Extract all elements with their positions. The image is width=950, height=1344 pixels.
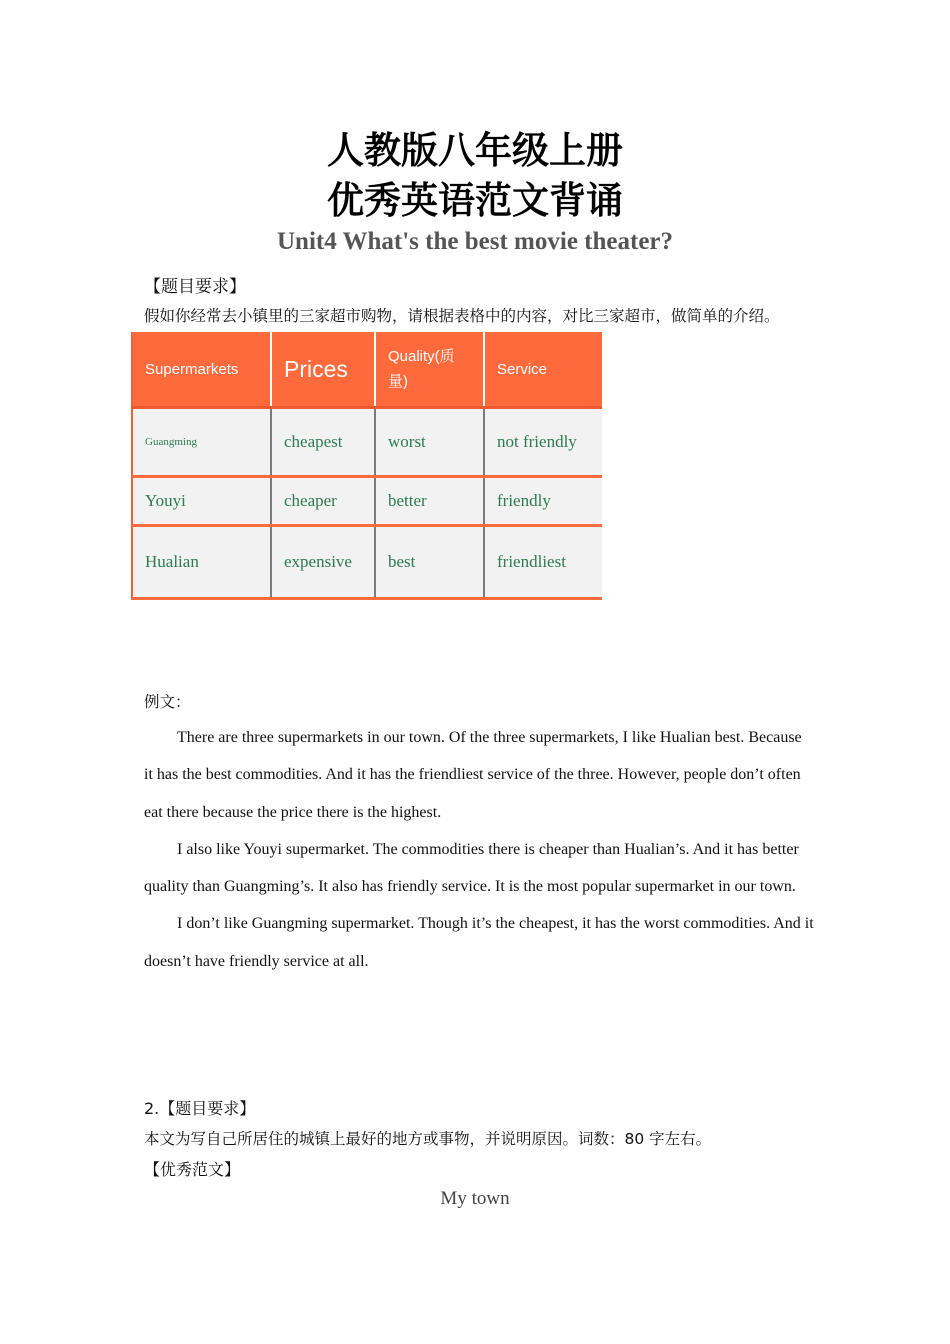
essay-paragraph: I don’t like Guangming supermarket. Though it’s the cheapest, it has the worst commodities. And it doesn’t have friendly service at all. [144, 915, 814, 970]
document-title-line1: 人教版八年级上册 [327, 129, 623, 172]
table-row [132, 408, 602, 477]
task2-requirement-label: 2.【题目要求】 [144, 1099, 256, 1118]
cell-supermarket: Youyi [132, 477, 271, 526]
cell-quality: better [375, 477, 484, 526]
header-cell-prices: Prices [271, 332, 375, 408]
cell-service: not friendly [484, 408, 602, 477]
table-header-row [132, 332, 602, 408]
essay-paragraph: There are three supermarkets in our town. Of the three supermarkets, I like Hualian best. Because it has the best commodities. And it has the friendliest service of the three. However, people don’t often eat there because the price there is the highest. [144, 729, 802, 821]
header-cell-service: Service [484, 332, 602, 408]
essay-body [144, 719, 814, 980]
cell-service: friendliest [484, 526, 602, 599]
header-cell-supermarkets: Supermarkets [132, 332, 271, 408]
header-cell-quality: Quality(质量) [375, 332, 484, 408]
table-row [132, 477, 602, 526]
cell-price: cheapest [271, 408, 375, 477]
task2-sample-label: 【优秀范文】 [144, 1160, 241, 1179]
sample-essay-title: My town [440, 1188, 510, 1209]
cell-supermarket: Guangming [132, 408, 271, 477]
supermarket-table [131, 332, 602, 600]
cell-service: friendly [484, 477, 602, 526]
cell-price: expensive [271, 526, 375, 599]
unit-title: Unit4 What's the best movie theater? [276, 228, 674, 255]
task2-instruction: 本文为写自己所居住的城镇上最好的地方或事物，并说明原因。词数：80 字左右。 [144, 1130, 712, 1148]
table-row [132, 526, 602, 599]
task1-instruction: 假如你经常去小镇里的三家超市购物，请根据表格中的内容，对比三家超市，做简单的介绍。 [144, 307, 780, 325]
essay-label: 例文： [144, 693, 191, 711]
cell-supermarket: Hualian [132, 526, 271, 599]
cell-quality: best [375, 526, 484, 599]
task1-requirement-label: 【题目要求】 [144, 277, 246, 297]
essay-paragraph: I also like Youyi supermarket. The commodities there is cheaper than Hualian’s. And it has better quality than Guangming’s. It also has friendly service. It is the most popular supermarket in our town. [144, 840, 799, 896]
cell-price: cheaper [271, 477, 375, 526]
document-title-line2: 优秀英语范文背诵 [327, 179, 623, 222]
cell-quality: worst [375, 408, 484, 477]
